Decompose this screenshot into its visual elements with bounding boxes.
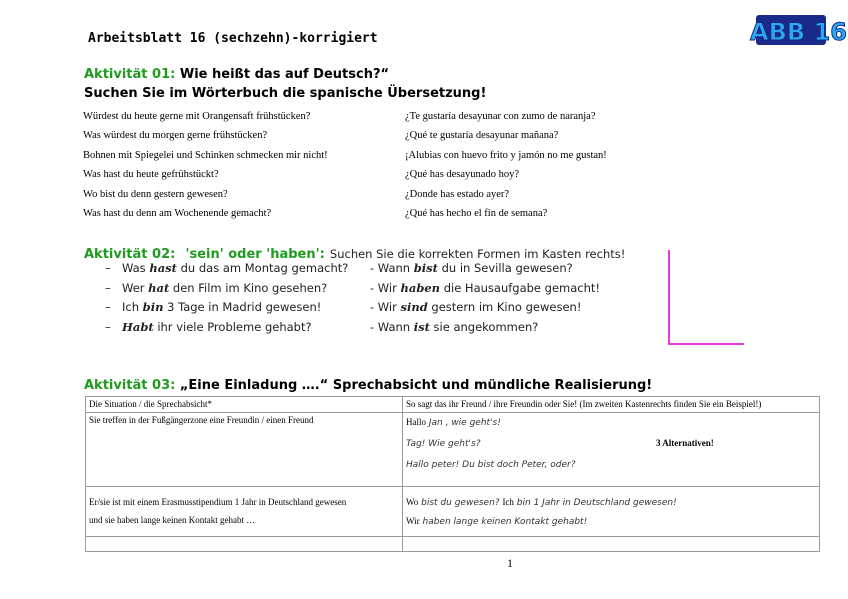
spanish-translation: ¡Alubias con huevo frito y jamón no me gustan! — [405, 149, 607, 161]
verb-answer: bist — [413, 261, 438, 275]
bullet-dash: – — [105, 261, 111, 275]
sentence-right: - Wir haben die Hausaufgabe gemacht! — [370, 280, 601, 295]
spanish-translation: ¿Donde has estado ayer? — [405, 188, 510, 200]
bullet-dash: – — [105, 300, 111, 314]
spanish-translation: ¿Te gustaría desayunar con zumo de naranja? — [405, 111, 596, 122]
column-header-situation: Die Situation / die Sprechabsicht* — [86, 397, 403, 413]
activity3-table — [85, 396, 820, 552]
realisation-cell: Wo bist du gewesen? Ich bin 1 Jahr in Deutschland gewesen! Wir haben lange keinen Kontakt gehabt! — [403, 487, 820, 537]
german-sentence: Bohnen mit Spiegelei und Schinken schmecken mir nicht! — [83, 149, 328, 161]
activity1-heading: Aktivität 01: Wie heißt das auf Deutsch?“ — [84, 67, 390, 82]
activity2-heading: Aktivität 02: 'sein' oder 'haben': Suchen Sie die korrekten Formen im Kasten rechts! — [84, 247, 626, 262]
verb-answer: hat — [148, 280, 170, 295]
sentence-left: Ich bin 3 Tage in Madrid gewesen! — [122, 300, 322, 314]
german-sentence: Würdest du heute gerne mit Orangensaft frühstücken? — [83, 111, 311, 122]
table-row-empty — [86, 537, 820, 552]
sentence-left: Wer hat den Film im Kino gesehen? — [122, 280, 328, 295]
table-row — [86, 413, 820, 487]
german-sentence: Was hast du denn am Wochenende gemacht? — [83, 208, 272, 219]
spanish-translation: ¿Qué te gustaría desayunar mañana? — [405, 130, 559, 142]
sentence-left: Was hast du das am Montag gemacht? — [122, 261, 349, 275]
german-sentence: Was würdest du morgen gerne frühstücken? — [83, 130, 268, 142]
activity3-heading: Aktivität 03: „Eine Einladung ….“ Sprechabsicht und mündliche Realisierung! — [84, 378, 653, 393]
verb-answer: sind — [400, 300, 428, 314]
german-sentence: Was hast du heute gefrühstückt? — [83, 169, 219, 181]
situation-cell: Er/sie ist mit einem Erasmusstipendium 1 Jahr in Deutschland gewesen und sie haben lange keinen Kontakt gehabt … — [86, 487, 403, 537]
verb-answer: Habt — [122, 319, 154, 334]
abb16-logo — [748, 12, 847, 48]
table-row — [86, 487, 820, 537]
svg-text:ABB 16: ABB 16 — [750, 18, 847, 46]
bullet-dash: – — [105, 280, 111, 295]
bullet-dash: – — [105, 319, 111, 334]
verb-answer: ist — [413, 319, 430, 334]
spanish-translation: ¿Qué has hecho el fin de semana? — [405, 208, 548, 219]
german-sentence: Wo bist du denn gestern gewesen? — [83, 188, 228, 200]
sentence-right: - Wann ist sie angekommen? — [370, 319, 539, 334]
realisation-cell: Hallo Jan , wie geht's! Tag! Wie geht's? 3 Alternativen! Hallo peter! Du bist doch Peter, oder? — [403, 413, 820, 487]
verb-answer: bin — [142, 300, 164, 314]
verb-answer: haben — [400, 280, 441, 295]
column-header-realisation: So sagt das ihr Freund / ihre Freundin oder Sie! (Im zweiten Kastenrechts finden Sie ein Beispiel!) — [403, 397, 820, 413]
activity1-subheading: Suchen Sie im Wörterbuch die spanische Übersetzung! — [84, 86, 487, 101]
page-number: 1 — [507, 556, 513, 570]
spanish-translation: ¿Qué has desayunado hoy? — [405, 169, 520, 181]
situation-cell: Sie treffen in der Fußgängerzone eine Freundin / einen Freund — [86, 413, 403, 487]
sentence-right: - Wann bist du in Sevilla gewesen? — [370, 261, 573, 275]
verb-answer: hast — [149, 261, 177, 275]
sentence-left: Habt ihr viele Probleme gehabt? — [122, 319, 312, 334]
sentence-right: - Wir sind gestern im Kino gewesen! — [370, 300, 582, 314]
page-title: Arbeitsblatt 16 (sechzehn)-korrigiert — [88, 31, 378, 46]
answer-box-bracket — [668, 250, 744, 345]
